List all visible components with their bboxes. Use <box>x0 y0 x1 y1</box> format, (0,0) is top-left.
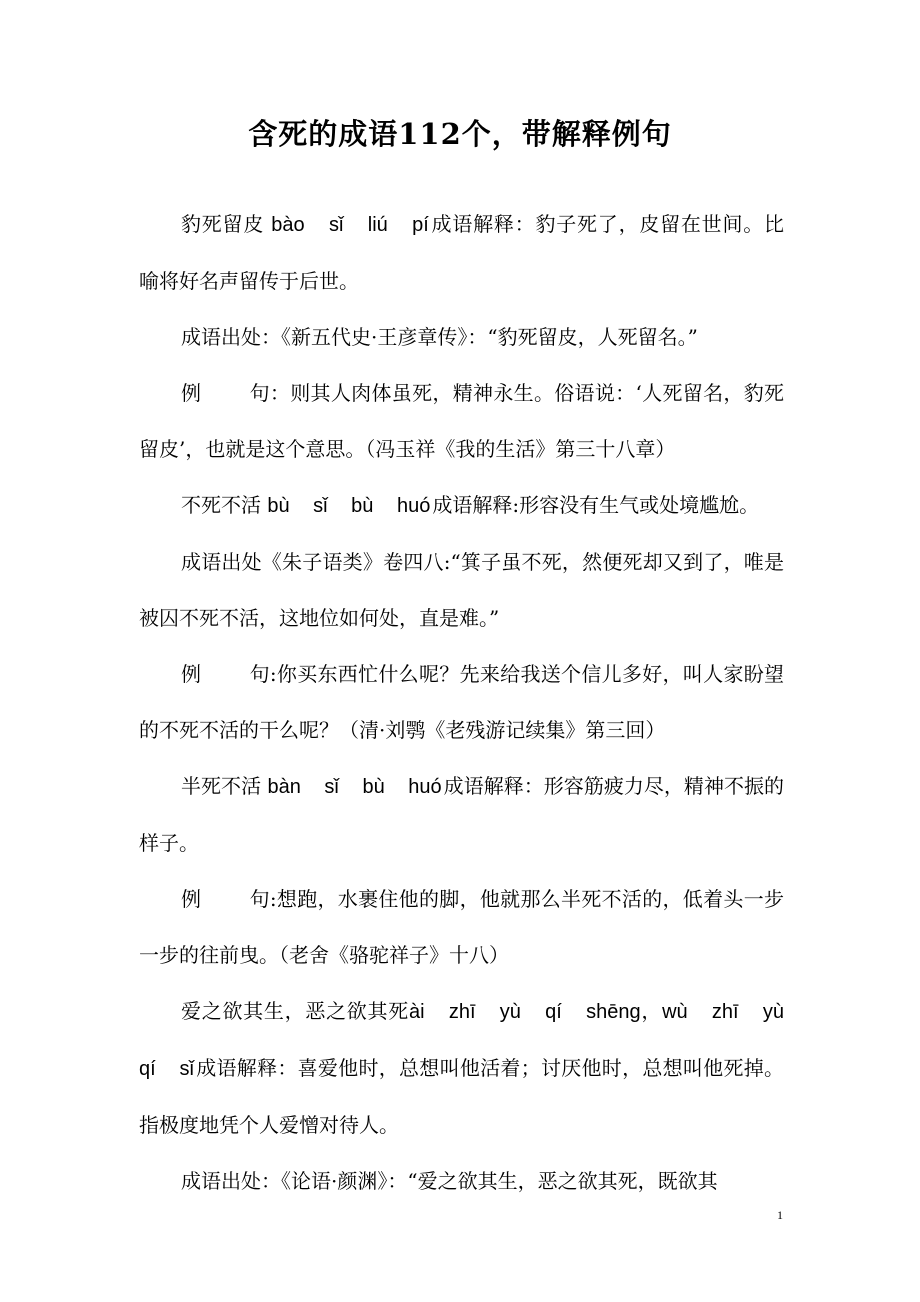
entry-definition <box>139 983 784 1153</box>
entry-source: 成语出处《朱子语类》卷四八:“箕子虽不死，然便死却又到了，唯是被囚不死不活，这地位如何处，直是难。” <box>139 550 784 630</box>
idiom-pinyin: bù sǐ bù huó <box>267 495 431 517</box>
example-label: 例 <box>181 887 202 911</box>
entry-example <box>139 365 784 477</box>
idiom-pinyin: ài zhī yù qí shēng，wù zhī yù qí sǐ <box>139 1001 785 1080</box>
idiom-pinyin: bào sǐ liú pí <box>271 214 429 236</box>
idiom-word: 半死不活 <box>181 774 262 798</box>
entry-definition <box>139 477 784 534</box>
example-text: 句：则其人肉体虽死，精神永生。俗语说：‘人死留名，豹死留皮’，也就是这个意思。（冯玉祥《我的生活》第三十八章） <box>139 381 785 461</box>
example-text: 句:你买东西忙什么呢？先来给我送个信儿多好，叫人家盼望的不死不活的干么呢？（清·刘鹗《老残游记续集》第三回） <box>139 662 784 742</box>
entry-example <box>139 646 784 758</box>
idiom-explanation: 成语解释:形容没有生气或处境尴尬。 <box>432 493 760 517</box>
example-label: 例 <box>181 662 202 686</box>
entry-example <box>139 871 784 983</box>
idiom-word: 不死不活 <box>181 493 261 517</box>
document-body <box>139 196 784 1209</box>
idiom-word: 爱之欲其生，恶之欲其死 <box>181 999 409 1023</box>
idiom-pinyin: bàn sǐ bù huó <box>267 776 442 798</box>
entry-source: 成语出处：《新五代史·王彦章传》：“豹死留皮，人死留名。” <box>181 325 698 349</box>
entry-definition <box>139 758 784 871</box>
idiom-explanation: 成语解释：豹子死了，皮留在世间。比喻将好名声留传于后世。 <box>139 212 785 293</box>
entry-definition <box>139 196 784 309</box>
idiom-explanation: 成语解释：形容筋疲力尽，精神不振的样子。 <box>139 774 785 855</box>
document-title: 含死的成语112个，带解释例句 <box>248 117 672 151</box>
example-text: 句:想跑，水裹住他的脚，他就那么半死不活的，低着头一步一步的往前曳。（老舍《骆驼祥子》十八） <box>139 887 784 967</box>
idiom-explanation: 成语解释：喜爱他时，总想叫他活着；讨厌他时，总想叫他死掉。指极度地凭个人爱憎对待人。 <box>139 1056 785 1137</box>
page-number: 1 <box>777 1208 783 1222</box>
entry-source: 成语出处：《论语·颜渊》：“爱之欲其生，恶之欲其死，既欲其 <box>181 1169 718 1193</box>
idiom-word: 豹死留皮 <box>181 212 265 236</box>
example-label: 例 <box>181 381 202 405</box>
